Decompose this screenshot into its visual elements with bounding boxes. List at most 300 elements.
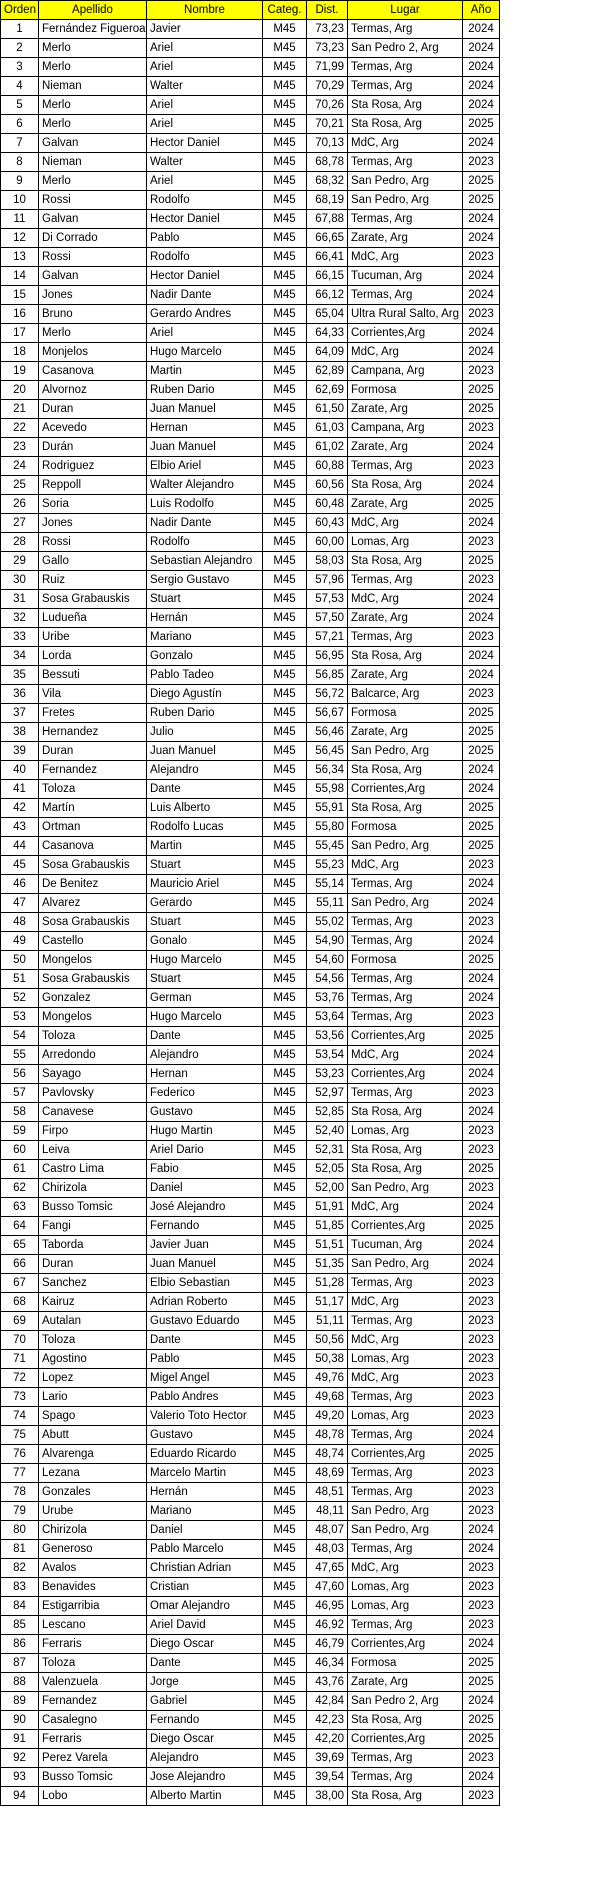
categ-cell: M45 (263, 1122, 307, 1141)
lugar-cell: San Pedro, Arg (348, 1521, 463, 1540)
categ-cell: M45 (263, 1160, 307, 1179)
dist-cell: 53,23 (307, 1065, 348, 1084)
table-row (1, 1027, 500, 1046)
apellido-cell: Merlo (39, 115, 147, 134)
nombre-cell: Hugo Marcelo (147, 1008, 263, 1027)
categ-cell: M45 (263, 305, 307, 324)
orden-cell: 55 (1, 1046, 39, 1065)
lugar-cell: Termas, Arg (348, 970, 463, 989)
apellido-cell: Fernandez (39, 1692, 147, 1711)
table-row (1, 1578, 500, 1597)
categ-cell: M45 (263, 704, 307, 723)
categ-cell: M45 (263, 153, 307, 172)
dist-cell: 46,95 (307, 1597, 348, 1616)
dist-cell: 66,15 (307, 267, 348, 286)
anio-cell: 2024 (463, 20, 500, 39)
lugar-cell: Corrientes,Arg (348, 1217, 463, 1236)
lugar-cell: MdC, Arg (348, 590, 463, 609)
table-row (1, 1217, 500, 1236)
dist-cell: 61,50 (307, 400, 348, 419)
nombre-cell: Pablo (147, 1350, 263, 1369)
categ-cell: M45 (263, 647, 307, 666)
dist-cell: 55,11 (307, 894, 348, 913)
categ-cell: M45 (263, 989, 307, 1008)
table-row (1, 742, 500, 761)
anio-cell: 2024 (463, 1692, 500, 1711)
apellido-cell: Castello (39, 932, 147, 951)
lugar-cell: Sta Rosa, Arg (348, 799, 463, 818)
apellido-cell: Fernandez (39, 761, 147, 780)
anio-cell: 2023 (463, 1616, 500, 1635)
orden-cell: 42 (1, 799, 39, 818)
dist-cell: 42,84 (307, 1692, 348, 1711)
lugar-cell: MdC, Arg (348, 1046, 463, 1065)
apellido-cell: Bessuti (39, 666, 147, 685)
lugar-cell: Termas, Arg (348, 1768, 463, 1787)
anio-cell: 2025 (463, 552, 500, 571)
dist-cell: 43,76 (307, 1673, 348, 1692)
table-row (1, 818, 500, 837)
anio-cell: 2023 (463, 1084, 500, 1103)
anio-cell: 2025 (463, 1730, 500, 1749)
lugar-cell: Tucuman, Arg (348, 267, 463, 286)
orden-cell: 18 (1, 343, 39, 362)
nombre-cell: José Alejandro (147, 1198, 263, 1217)
apellido-cell: Sosa Grabauskis (39, 913, 147, 932)
table-row (1, 172, 500, 191)
nombre-cell: Rodolfo Lucas (147, 818, 263, 837)
table-row (1, 20, 500, 39)
nombre-cell: Elbio Sebastian (147, 1274, 263, 1293)
nombre-cell: Valerio Toto Hector (147, 1407, 263, 1426)
table-row (1, 58, 500, 77)
dist-cell: 52,40 (307, 1122, 348, 1141)
categ-cell: M45 (263, 58, 307, 77)
table-row (1, 685, 500, 704)
categ-cell: M45 (263, 248, 307, 267)
lugar-cell: Lomas, Arg (348, 1578, 463, 1597)
anio-cell: 2023 (463, 1008, 500, 1027)
categ-cell: M45 (263, 1445, 307, 1464)
orden-cell: 45 (1, 856, 39, 875)
orden-cell: 31 (1, 590, 39, 609)
nombre-cell: Daniel (147, 1179, 263, 1198)
orden-cell: 86 (1, 1635, 39, 1654)
categ-cell: M45 (263, 628, 307, 647)
orden-cell: 49 (1, 932, 39, 951)
lugar-cell: Zarate, Arg (348, 400, 463, 419)
orden-cell: 75 (1, 1426, 39, 1445)
table-row (1, 723, 500, 742)
categ-cell: M45 (263, 1255, 307, 1274)
dist-cell: 60,56 (307, 476, 348, 495)
nombre-cell: Nadir Dante (147, 286, 263, 305)
nombre-cell: Ruben Dario (147, 704, 263, 723)
apellido-cell: Duran (39, 742, 147, 761)
anio-cell: 2024 (463, 476, 500, 495)
table-row (1, 666, 500, 685)
table-row (1, 1540, 500, 1559)
orden-cell: 3 (1, 58, 39, 77)
anio-cell: 2025 (463, 1673, 500, 1692)
nombre-cell: Mariano (147, 1502, 263, 1521)
anio-cell: 2023 (463, 1559, 500, 1578)
orden-cell: 82 (1, 1559, 39, 1578)
table-row (1, 210, 500, 229)
table-row (1, 1236, 500, 1255)
orden-cell: 69 (1, 1312, 39, 1331)
table-row (1, 229, 500, 248)
apellido-cell: Fangi (39, 1217, 147, 1236)
anio-cell: 2024 (463, 96, 500, 115)
anio-cell: 2025 (463, 1217, 500, 1236)
categ-cell: M45 (263, 913, 307, 932)
table-row (1, 115, 500, 134)
categ-cell: M45 (263, 1274, 307, 1293)
anio-cell: 2025 (463, 495, 500, 514)
dist-cell: 49,76 (307, 1369, 348, 1388)
orden-cell: 87 (1, 1654, 39, 1673)
nombre-cell: Ruben Dario (147, 381, 263, 400)
anio-cell: 2023 (463, 1350, 500, 1369)
anio-cell: 2024 (463, 590, 500, 609)
lugar-cell: Formosa (348, 381, 463, 400)
categ-cell: M45 (263, 438, 307, 457)
nombre-cell: Gustavo Eduardo (147, 1312, 263, 1331)
apellido-cell: Duran (39, 1255, 147, 1274)
categ-cell: M45 (263, 267, 307, 286)
categ-cell: M45 (263, 1578, 307, 1597)
lugar-cell: MdC, Arg (348, 514, 463, 533)
categ-cell: M45 (263, 1217, 307, 1236)
table-row (1, 1502, 500, 1521)
nombre-cell: Pablo Marcelo (147, 1540, 263, 1559)
nombre-cell: Daniel (147, 1521, 263, 1540)
anio-cell: 2023 (463, 153, 500, 172)
lugar-cell: Sta Rosa, Arg (348, 761, 463, 780)
anio-cell: 2024 (463, 1768, 500, 1787)
nombre-cell: Rodolfo (147, 191, 263, 210)
anio-cell: 2025 (463, 1654, 500, 1673)
lugar-cell: San Pedro, Arg (348, 837, 463, 856)
anio-cell: 2024 (463, 780, 500, 799)
apellido-cell: Ferraris (39, 1635, 147, 1654)
dist-cell: 60,00 (307, 533, 348, 552)
table-row (1, 1198, 500, 1217)
categ-cell: M45 (263, 1483, 307, 1502)
anio-cell: 2023 (463, 362, 500, 381)
orden-cell: 64 (1, 1217, 39, 1236)
lugar-cell: San Pedro, Arg (348, 1255, 463, 1274)
categ-cell: M45 (263, 476, 307, 495)
nombre-cell: Ariel (147, 58, 263, 77)
nombre-cell: Ariel David (147, 1616, 263, 1635)
categ-cell: M45 (263, 1388, 307, 1407)
dist-cell: 67,88 (307, 210, 348, 229)
nombre-cell: Ariel (147, 172, 263, 191)
categ-cell: M45 (263, 799, 307, 818)
orden-cell: 24 (1, 457, 39, 476)
apellido-cell: Soria (39, 495, 147, 514)
nombre-cell: Ariel (147, 39, 263, 58)
categ-cell: M45 (263, 951, 307, 970)
lugar-cell: Balcarce, Arg (348, 685, 463, 704)
categ-cell: M45 (263, 495, 307, 514)
table-row (1, 1141, 500, 1160)
nombre-cell: Marcelo Martin (147, 1464, 263, 1483)
apellido-cell: Fernández Figueroa (39, 20, 147, 39)
orden-cell: 73 (1, 1388, 39, 1407)
anio-cell: 2024 (463, 1236, 500, 1255)
orden-cell: 58 (1, 1103, 39, 1122)
lugar-cell: MdC, Arg (348, 1331, 463, 1350)
nombre-cell: Elbio Ariel (147, 457, 263, 476)
nombre-cell: Juan Manuel (147, 742, 263, 761)
dist-cell: 39,69 (307, 1749, 348, 1768)
nombre-cell: Cristian (147, 1578, 263, 1597)
lugar-cell: Termas, Arg (348, 1084, 463, 1103)
categ-cell: M45 (263, 457, 307, 476)
orden-cell: 2 (1, 39, 39, 58)
table-row (1, 1483, 500, 1502)
lugar-cell: Termas, Arg (348, 1274, 463, 1293)
dist-cell: 52,31 (307, 1141, 348, 1160)
anio-cell: 2023 (463, 1787, 500, 1806)
apellido-cell: Firpo (39, 1122, 147, 1141)
lugar-cell: Sta Rosa, Arg (348, 96, 463, 115)
nombre-cell: Hugo Martin (147, 1122, 263, 1141)
nombre-cell: Jose Alejandro (147, 1768, 263, 1787)
anio-cell: 2023 (463, 1369, 500, 1388)
lugar-cell: Termas, Arg (348, 875, 463, 894)
dist-cell: 42,20 (307, 1730, 348, 1749)
lugar-cell: Termas, Arg (348, 628, 463, 647)
orden-cell: 27 (1, 514, 39, 533)
apellido-cell: Leiva (39, 1141, 147, 1160)
orden-cell: 94 (1, 1787, 39, 1806)
apellido-cell: Rodriguez (39, 457, 147, 476)
dist-cell: 55,23 (307, 856, 348, 875)
lugar-cell: Ultra Rural Salto, Arg (348, 305, 463, 324)
categ-cell: M45 (263, 780, 307, 799)
lugar-cell: Termas, Arg (348, 913, 463, 932)
dist-cell: 60,48 (307, 495, 348, 514)
categ-cell: M45 (263, 96, 307, 115)
anio-cell: 2024 (463, 286, 500, 305)
table-row (1, 1464, 500, 1483)
anio-cell: 2024 (463, 1103, 500, 1122)
apellido-cell: Mongelos (39, 951, 147, 970)
lugar-cell: Lomas, Arg (348, 1597, 463, 1616)
anio-cell: 2025 (463, 723, 500, 742)
table-row (1, 96, 500, 115)
dist-cell: 65,04 (307, 305, 348, 324)
anio-cell: 2023 (463, 571, 500, 590)
nombre-cell: Diego Oscar (147, 1635, 263, 1654)
lugar-cell: Termas, Arg (348, 77, 463, 96)
dist-cell: 51,91 (307, 1198, 348, 1217)
table-row (1, 1521, 500, 1540)
categ-cell: M45 (263, 856, 307, 875)
dist-cell: 61,03 (307, 419, 348, 438)
table-row (1, 1179, 500, 1198)
dist-cell: 42,23 (307, 1711, 348, 1730)
apellido-cell: Taborda (39, 1236, 147, 1255)
table-row (1, 1065, 500, 1084)
dist-cell: 64,09 (307, 343, 348, 362)
apellido-cell: Gonzalez (39, 989, 147, 1008)
dist-cell: 60,88 (307, 457, 348, 476)
lugar-cell: Termas, Arg (348, 210, 463, 229)
table-row (1, 1122, 500, 1141)
table-row (1, 1103, 500, 1122)
anio-cell: 2023 (463, 457, 500, 476)
categ-cell: M45 (263, 1597, 307, 1616)
orden-cell: 85 (1, 1616, 39, 1635)
anio-cell: 2023 (463, 1274, 500, 1293)
lugar-cell: Termas, Arg (348, 1749, 463, 1768)
nombre-cell: Stuart (147, 590, 263, 609)
header-row (1, 1, 500, 20)
orden-cell: 26 (1, 495, 39, 514)
anio-cell: 2024 (463, 1635, 500, 1654)
anio-cell: 2023 (463, 1293, 500, 1312)
orden-cell: 65 (1, 1236, 39, 1255)
categ-cell: M45 (263, 1464, 307, 1483)
table-row (1, 39, 500, 58)
orden-cell: 37 (1, 704, 39, 723)
dist-cell: 48,74 (307, 1445, 348, 1464)
lugar-cell: Lomas, Arg (348, 1350, 463, 1369)
header-orden: Orden (1, 1, 39, 20)
apellido-cell: Galvan (39, 134, 147, 153)
orden-cell: 72 (1, 1369, 39, 1388)
dist-cell: 51,35 (307, 1255, 348, 1274)
table-row (1, 932, 500, 951)
dist-cell: 53,64 (307, 1008, 348, 1027)
dist-cell: 68,32 (307, 172, 348, 191)
nombre-cell: Pablo Andres (147, 1388, 263, 1407)
orden-cell: 40 (1, 761, 39, 780)
orden-cell: 35 (1, 666, 39, 685)
apellido-cell: Sosa Grabauskis (39, 590, 147, 609)
orden-cell: 17 (1, 324, 39, 343)
table-row (1, 438, 500, 457)
lugar-cell: Sta Rosa, Arg (348, 552, 463, 571)
nombre-cell: Hernan (147, 419, 263, 438)
lugar-cell: Lomas, Arg (348, 1407, 463, 1426)
dist-cell: 53,56 (307, 1027, 348, 1046)
anio-cell: 2024 (463, 932, 500, 951)
anio-cell: 2024 (463, 1198, 500, 1217)
categ-cell: M45 (263, 1027, 307, 1046)
lugar-cell: MdC, Arg (348, 134, 463, 153)
anio-cell: 2023 (463, 1464, 500, 1483)
anio-cell: 2024 (463, 39, 500, 58)
anio-cell: 2023 (463, 1312, 500, 1331)
anio-cell: 2025 (463, 1027, 500, 1046)
header-dist: Dist. (307, 1, 348, 20)
table-row (1, 457, 500, 476)
table-row (1, 191, 500, 210)
table-row (1, 1084, 500, 1103)
anio-cell: 2024 (463, 229, 500, 248)
apellido-cell: Uribe (39, 628, 147, 647)
apellido-cell: Casanova (39, 362, 147, 381)
nombre-cell: Jorge (147, 1673, 263, 1692)
lugar-cell: Corrientes,Arg (348, 780, 463, 799)
lugar-cell: Termas, Arg (348, 286, 463, 305)
lugar-cell: Lomas, Arg (348, 1122, 463, 1141)
orden-cell: 51 (1, 970, 39, 989)
dist-cell: 46,92 (307, 1616, 348, 1635)
lugar-cell: Zarate, Arg (348, 666, 463, 685)
orden-cell: 16 (1, 305, 39, 324)
apellido-cell: Gonzales (39, 1483, 147, 1502)
table-row (1, 571, 500, 590)
anio-cell: 2024 (463, 134, 500, 153)
lugar-cell: Sta Rosa, Arg (348, 1787, 463, 1806)
orden-cell: 77 (1, 1464, 39, 1483)
dist-cell: 57,50 (307, 609, 348, 628)
nombre-cell: Hernán (147, 1483, 263, 1502)
categ-cell: M45 (263, 39, 307, 58)
categ-cell: M45 (263, 590, 307, 609)
dist-cell: 73,23 (307, 20, 348, 39)
lugar-cell: MdC, Arg (348, 1369, 463, 1388)
categ-cell: M45 (263, 1293, 307, 1312)
table-row (1, 970, 500, 989)
table-row (1, 951, 500, 970)
apellido-cell: Rossi (39, 248, 147, 267)
dist-cell: 68,78 (307, 153, 348, 172)
orden-cell: 81 (1, 1540, 39, 1559)
categ-cell: M45 (263, 20, 307, 39)
apellido-cell: Merlo (39, 324, 147, 343)
anio-cell: 2024 (463, 343, 500, 362)
categ-cell: M45 (263, 400, 307, 419)
anio-cell: 2024 (463, 970, 500, 989)
anio-cell: 2025 (463, 400, 500, 419)
anio-cell: 2025 (463, 704, 500, 723)
categ-cell: M45 (263, 1198, 307, 1217)
dist-cell: 60,43 (307, 514, 348, 533)
apellido-cell: Lescano (39, 1616, 147, 1635)
orden-cell: 88 (1, 1673, 39, 1692)
nombre-cell: Hector Daniel (147, 134, 263, 153)
nombre-cell: Gabriel (147, 1692, 263, 1711)
lugar-cell: Termas, Arg (348, 1464, 463, 1483)
apellido-cell: Di Corrado (39, 229, 147, 248)
nombre-cell: Javier (147, 20, 263, 39)
nombre-cell: Gustavo (147, 1426, 263, 1445)
table-row (1, 1559, 500, 1578)
lugar-cell: San Pedro 2, Arg (348, 1692, 463, 1711)
orden-cell: 84 (1, 1597, 39, 1616)
nombre-cell: Alejandro (147, 1046, 263, 1065)
lugar-cell: Sta Rosa, Arg (348, 1711, 463, 1730)
orden-cell: 15 (1, 286, 39, 305)
dist-cell: 57,53 (307, 590, 348, 609)
apellido-cell: Sosa Grabauskis (39, 856, 147, 875)
anio-cell: 2024 (463, 647, 500, 666)
apellido-cell: Toloza (39, 1027, 147, 1046)
categ-cell: M45 (263, 1730, 307, 1749)
orden-cell: 50 (1, 951, 39, 970)
apellido-cell: Sosa Grabauskis (39, 970, 147, 989)
nombre-cell: Dante (147, 780, 263, 799)
table-row (1, 1692, 500, 1711)
